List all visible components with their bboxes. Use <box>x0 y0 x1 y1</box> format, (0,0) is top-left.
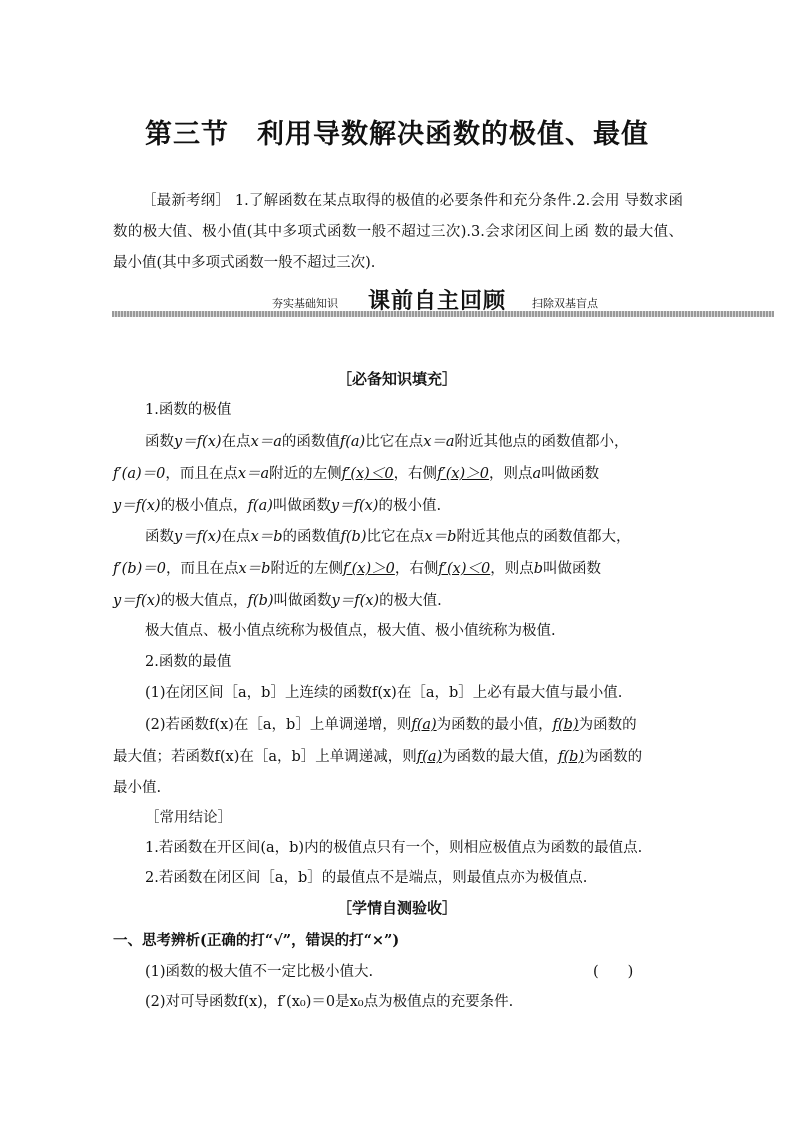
section-heading-knowledge: ［必备知识填充］ <box>336 370 457 388</box>
syllabus-intro <box>113 186 683 279</box>
heading-extreme-values: 1.函数的极值 <box>145 402 232 418</box>
quiz-item-1: (1)函数的极大值不一定比极小值大. ( ) <box>145 960 685 981</box>
p-extreme-summary: 极大值点、极小值点统称为极值点，极大值、极小值统称为极值. <box>145 623 556 639</box>
tag-common-conclusions: ［常用结论］ <box>145 810 232 826</box>
syllabus-line-3: 数的最大值、最小值(其中多项式函数一般不超过三次). <box>113 224 683 271</box>
p-monotone-line-1: (2)若函数f(x)在［a，b］上单调递增，则f(a)为函数的最小值，f(b)为函数的 <box>145 717 637 733</box>
page-title: 第三节 利用导数解决函数的极值、最值 <box>145 119 649 150</box>
section-banner <box>112 284 774 324</box>
watermark <box>598 760 608 790</box>
conclusion-2: 2.若函数在闭区间［a，b］的最值点不是端点，则最值点亦为极值点. <box>145 870 588 886</box>
p-monotone-line-3: 最小值. <box>113 780 162 796</box>
syllabus-line-2: 导数求函数的极大值、极小值(其中多项式函数一般不超过三次).3.会求闭区间上函 <box>113 193 684 240</box>
blank-fa-min: f(a) <box>411 717 437 733</box>
blank-left-derivative: f′(x)＜0 <box>341 466 394 482</box>
p-min-line-1: 函数y＝f(x)在点x＝a的函数值f(a)比它在点x＝a附近其他点的函数值都小， <box>145 434 629 450</box>
quiz-item-2: (2)对可导函数f(x)，f′(x₀)＝0是x₀点为极值点的充要条件. <box>145 994 514 1010</box>
answer-blank-1[interactable]: ( ) <box>593 964 634 980</box>
blank-right-derivative-max: f′(x)＜0 <box>438 561 491 577</box>
conclusion-1: 1.若函数在开区间(a，b)内的极值点只有一个，则相应极值点为函数的最值点. <box>145 840 643 856</box>
p-max-line-3: y＝f(x)的极大值点，f(b)叫做函数y＝f(x)的极大值. <box>113 593 442 609</box>
syllabus-tag: ［最新考纲］ <box>142 193 231 209</box>
heading-max-min: 2.函数的最值 <box>145 654 232 670</box>
p-min-line-2: f′(a)＝0，而且在点x＝a附近的左侧f′(x)＜0，右侧f′(x)＞0，则点a叫做函数 <box>113 466 600 482</box>
p-monotone-line-2: 最大值；若函数f(x)在［a，b］上单调递减，则f(a)为函数的最大值，f(b)为函数的 <box>113 749 643 765</box>
blank-fa-max: f(a) <box>416 749 443 765</box>
p-closed-interval: (1)在闭区间［a，b］上连续的函数f(x)在［a，b］上必有最大值与最小值. <box>145 685 623 701</box>
quiz-heading: 一、思考辨析(正确的打“√”，错误的打“×”) <box>113 932 400 949</box>
banner-main-text: 课前自主回顾 <box>368 289 507 314</box>
blank-fb-max: f(b) <box>552 717 579 733</box>
p-min-line-3: y＝f(x)的极小值点，f(a)叫做函数y＝f(x)的极小值. <box>113 498 442 514</box>
p-max-line-1: 函数y＝f(x)在点x＝b的函数值f(b)比它在点x＝b附近其他点的函数值都大， <box>145 529 631 545</box>
syllabus-line-1: 1.了解函数在某点取得的极值的必要条件和充分条件.2.会用 <box>234 193 620 209</box>
p-max-line-2: f′(b)＝0，而且在点x＝b附近的左侧f′(x)＞0，右侧f′(x)＜0，则点b叫做函数 <box>113 561 602 577</box>
blank-fb-min: f(b) <box>558 749 585 765</box>
blank-left-derivative-max: f′(x)＞0 <box>342 561 395 577</box>
banner-right-text: 扫除双基盲点 <box>532 297 598 310</box>
blank-right-derivative: f′(x)＞0 <box>437 466 489 482</box>
section-heading-self-test: ［学情自测验收］ <box>336 899 457 917</box>
banner-left-text: 夯实基础知识 <box>272 297 338 310</box>
